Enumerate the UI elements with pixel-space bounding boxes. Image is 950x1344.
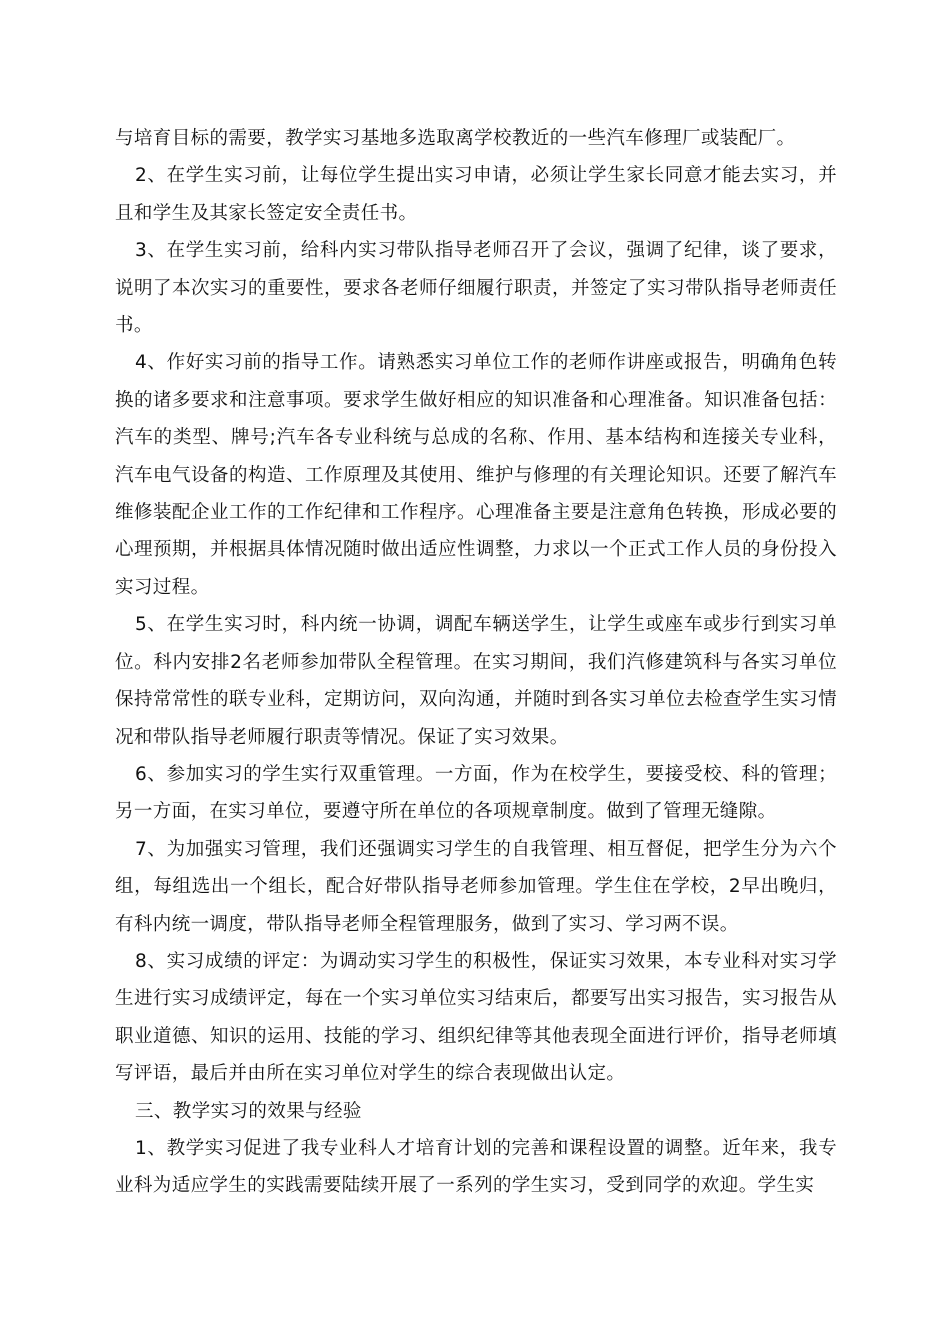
section-heading-3: 三、教学实习的效果与经验 [135,1100,362,1122]
paragraph-item-3: 3、在学生实习前，给科内实习带队指导老师召开了会议，强调了纪律，谈了要求，说明了本次实习的重要性，要求各老师仔细履行职责，并签定了实习带队指导老师责任书。 [115,240,837,337]
document-body [115,120,837,1205]
paragraph-item-4: 4、作好实习前的指导工作。请熟悉实习单位工作的老师作讲座或报告，明确角色转换的诸多要求和注意事项。要求学生做好相应的知识准备和心理准备。知识准备包括：汽车的类型、牌号;汽车各专业科统与总成的名称、作用、基本结构和连接关专业科，汽车电气设备的构造、工作原理及其使用、维护与修理的有关理论知识。还要了解汽车维修装配企业工作的工作纪律和工作程序。心理准备主要是注意角色转换，形成必要的心理预期，并根据具体情况随时做出适应性调整，力求以一个正式工作人员的身份投入实习过程。 [115,352,837,598]
paragraph-item-6: 6、参加实习的学生实行双重管理。一方面，作为在校学生，要接受校、科的管理；另一方面，在实习单位，要遵守所在单位的各项规章制度。做到了管理无缝隙。 [115,763,837,823]
paragraph-section3-item-1: 1、教学实习促进了我专业科人才培育计划的完善和课程设置的调整。近年来，我专业科为适应学生的实践需要陆续开展了一系列的学生实习，受到同学的欢迎。学生实 [115,1137,837,1197]
paragraph-continuation: 与培育目标的需要，教学实习基地多选取离学校教近的一些汽车修理厂或装配厂。 [115,128,796,149]
paragraph-item-8: 8、实习成绩的评定：为调动实习学生的积极性，保证实习效果，本专业科对实习学生进行实习成绩评定，每在一个实习单位实习结束后，都要写出实习报告，实习报告从职业道德、知识的运用、技能的学习、组织纪律等其他表现全面进行评价，指导老师填写评语，最后并由所在实习单位对学生的综合表现做出认定。 [115,950,837,1085]
paragraph-item-7: 7、为加强实习管理，我们还强调实习学生的自我管理、相互督促，把学生分为六个组，每组选出一个组长，配合好带队指导老师参加管理。学生住在学校，2早出晚归，有科内统一调度，带队指导老师全程管理服务，做到了实习、学习两不误。 [115,838,837,935]
paragraph-item-2: 2、在学生实习前，让每位学生提出实习申请，必须让学生家长同意才能去实习，并且和学生及其家长签定安全责任书。 [115,165,837,224]
paragraph-item-5: 5、在学生实习时，科内统一协调，调配车辆送学生，让学生或座车或步行到实习单位。科内安排2名老师参加带队全程管理。在实习期间，我们汽修建筑科与各实习单位保持常常性的联专业科，定期访问，双向沟通，并随时到各实习单位去检查学生实习情况和带队指导老师履行职责等情况。保证了实习效果。 [115,614,837,748]
